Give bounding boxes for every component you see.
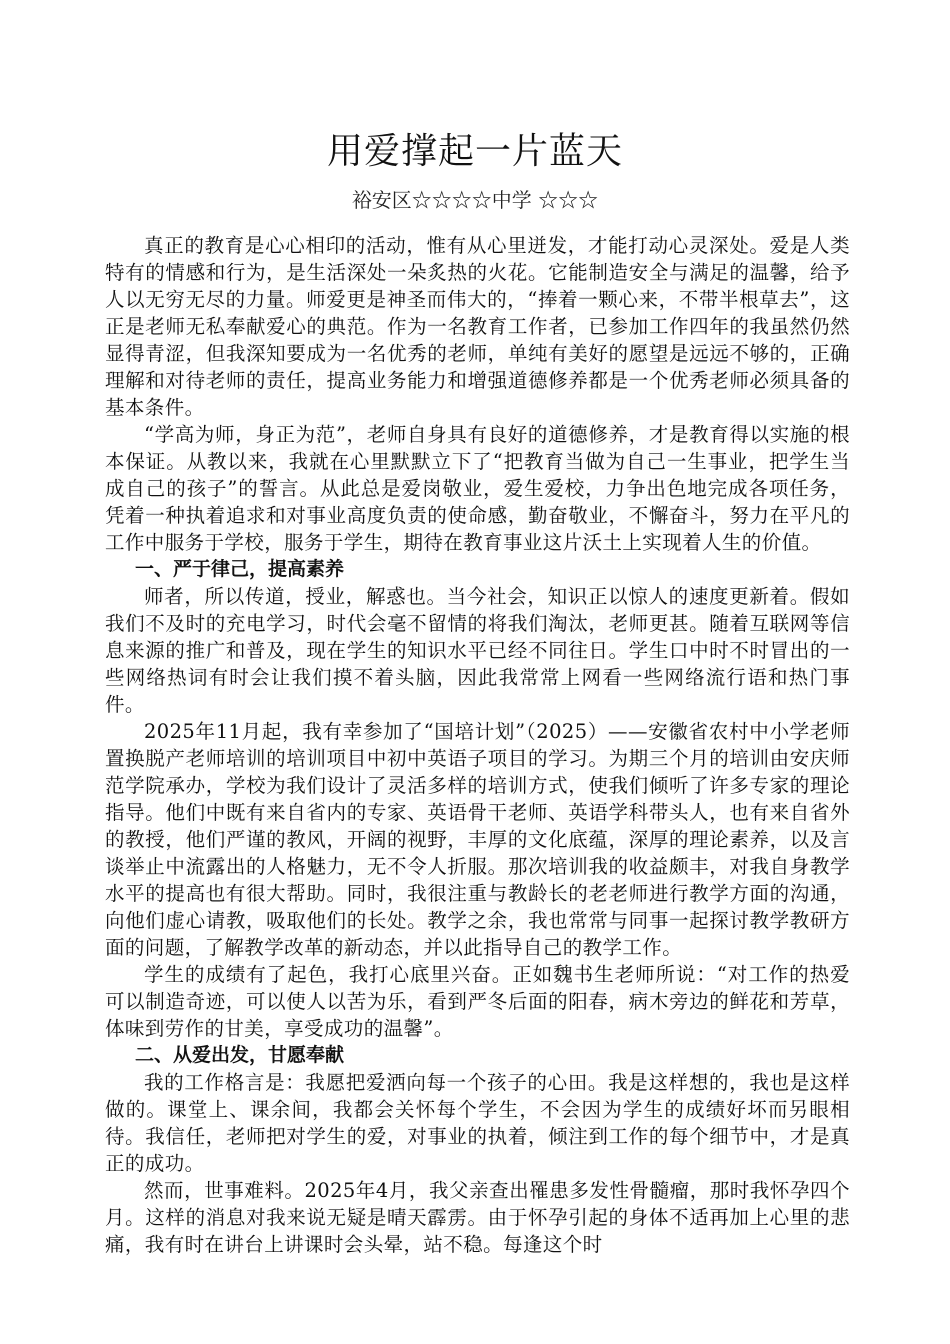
document-author-line: 裕安区☆☆☆☆中学 ☆☆☆	[351, 188, 599, 212]
section-heading: 一、严于律己，提高素养	[135, 558, 345, 580]
body-paragraph: “学高为师，身正为范”，老师自身具有良好的道德修养，才是教育得以实施的根本保证。从教以来，我就在心里默默立下了“把教育当做为自己一生事业，把学生当成自己的孩子”的誓言。从此总是爱岗敬业，爱生爱校，力争出色地完成各项任务，凭着一种执着追求和对事业高度负责的使命感，勤奋敬业，不懈奋斗，努力在平凡的工作中服务于学校，服务于学生，期待在教育事业这片沃土上实现着人生的价值。	[105, 423, 850, 554]
body-paragraph: 真正的教育是心心相印的活动，惟有从心里迸发，才能打动心灵深处。爱是人类特有的情感和行为，是生活深处一朵炙热的火花。它能制造安全与满足的温馨，给予人以无穷无尽的力量。师爱更是神圣而伟大的，“捧着一颗心来，不带半根草去”，这正是老师无私奉献爱心的典范。作为一名教育工作者，已参加工作四年的我虽然仍然显得青涩，但我深知要成为一名优秀的老师，单纯有美好的愿望是远远不够的，正确理解和对待老师的责任，提高业务能力和增强道德修养都是一个优秀老师必须具备的基本条件。	[105, 234, 850, 419]
document-title: 用爱撑起一片蓝天	[326, 131, 623, 172]
document-body	[105, 232, 850, 1258]
section-heading: 二、从爱出发，甘愿奉献	[135, 1044, 345, 1066]
body-paragraph: 学生的成绩有了起色，我打心底里兴奋。正如魏书生老师所说：“对工作的热爱可以制造奇迹，可以使人以苦为乐，看到严冬后面的阳春，病木旁边的鲜花和芳草，体味到劳作的甘美，享受成功的温馨”。	[105, 963, 850, 1040]
body-paragraph: 2025年11月起，我有幸参加了“国培计划”（2025）——安徽省农村中小学老师置换脱产老师培训的培训项目中初中英语子项目的学习。为期三个月的培训由安庆师范学院承办，学校为我们设计了灵活多样的培训方式，使我们倾听了许多专家的理论指导。他们中既有来自省内的专家、英语骨干老师、英语学科带头人，也有来自省外的教授，他们严谨的教风，开阔的视野，丰厚的文化底蕴，深厚的理论素养，以及言谈举止中流露出的人格魅力，无不令人折服。那次培训我的收益颇丰，对我自身教学水平的提高也有很大帮助。同时，我很注重与教龄长的老老师进行教学方面的沟通，向他们虚心请教，吸取他们的长处。教学之余，我也常常与同事一起探讨教学教研方面的问题，了解教学改革的新动态，并以此指导自己的教学工作。	[105, 720, 850, 959]
body-paragraph: 然而，世事难料。2025年4月，我父亲查出罹患多发性骨髓瘤，那时我怀孕四个月。这样的消息对我来说无疑是晴天霹雳。由于怀孕引起的身体不适再加上心里的悲痛，我有时在讲台上讲课时会头晕，站不稳。每逢这个时	[105, 1179, 850, 1256]
body-paragraph: 师者，所以传道，授业，解惑也。当今社会，知识正以惊人的速度更新着。假如我们不及时的充电学习，时代会毫不留情的将我们淘汰，老师更甚。随着互联网等信息来源的推广和普及，现在学生的知识水平已经不同往日。学生口中时不时冒出的一些网络热词有时会让我们摸不着头脑，因此我常常上网看一些网络流行语和热门事件。	[105, 585, 850, 716]
body-paragraph: 我的工作格言是：我愿把爱洒向每一个孩子的心田。我是这样想的，我也是这样做的。课堂上、课余间，我都会关怀每个学生，不会因为学生的成绩好坏而另眼相待。我信任，老师把对学生的爱，对事业的执着，倾注到工作的每个细节中，才是真正的成功。	[105, 1071, 850, 1175]
